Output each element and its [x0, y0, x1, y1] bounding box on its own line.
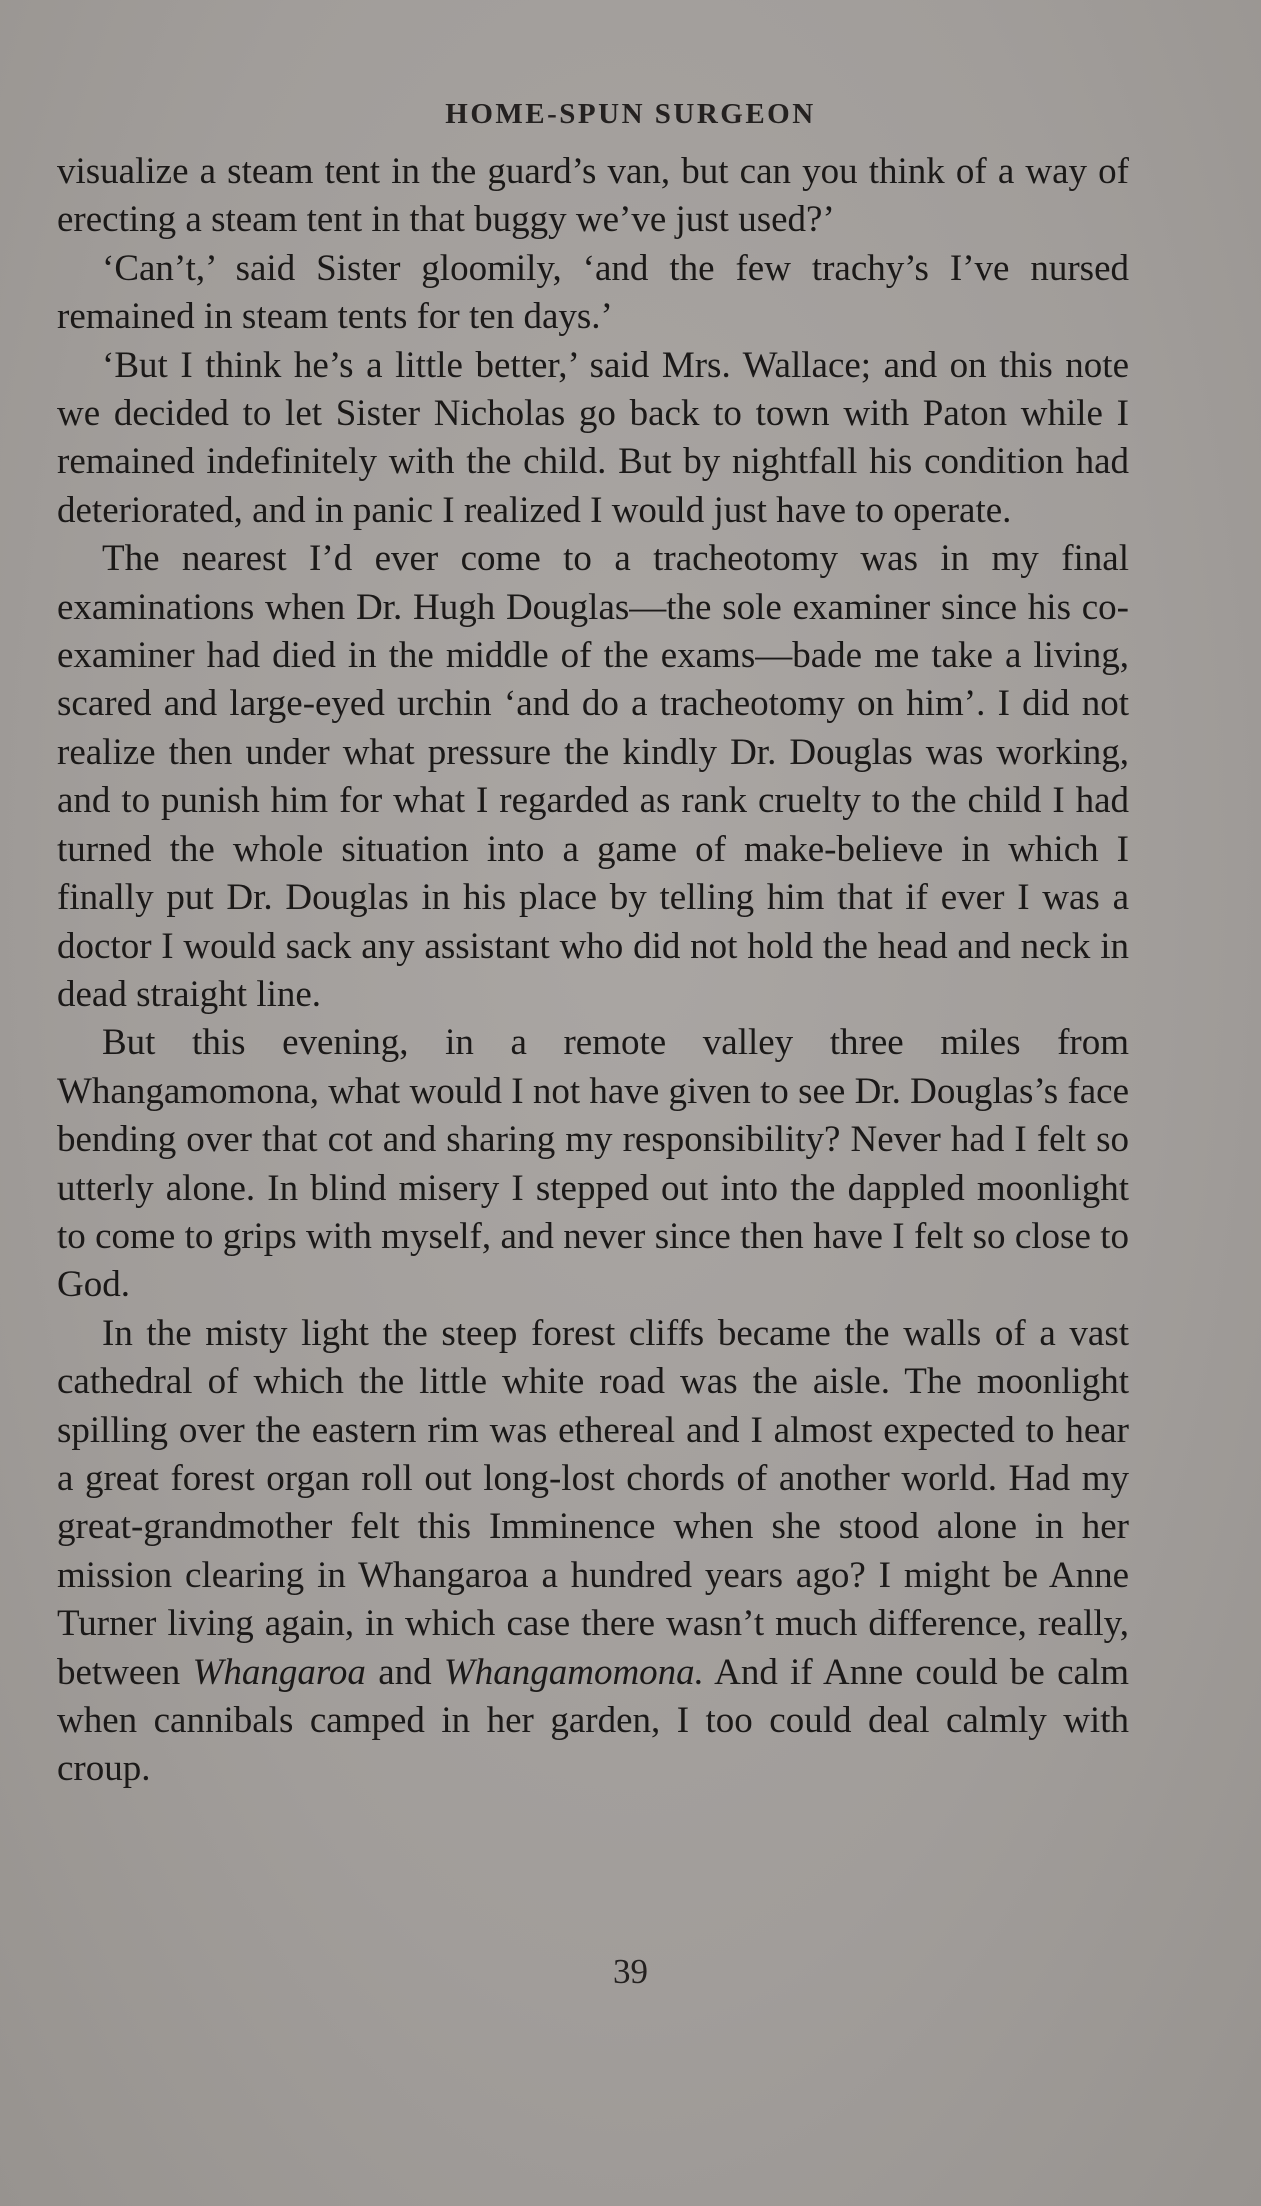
paragraph-5: But this evening, in a remote valley three miles from Whangamomona, what would I not have given to see Dr. Douglas’s face bending over that cot and sharing my responsibility? Never had I felt so utterly alone. In blind misery I stepped out into the dappled moonlight to come to grips with myself, and never since then have I felt so close to God. — [57, 1022, 1129, 1306]
paragraph-1: visualize a steam tent in the guard’s van, but can you think of a way of erecting a steam tent in that buggy we’ve just used?’ — [57, 151, 1129, 241]
paragraph-3: ‘But I think he’s a little better,’ said Mrs. Wallace; and on this note we decided to let Sister Nicholas go back to town with Paton while I remained indefinitely with the child. But by nightfall his condition had deteriorated, and in panic I realized I would just have to operate. — [57, 344, 1129, 531]
italic-place-whangamomona: Whangamomona. — [443, 1651, 704, 1693]
paragraph-4: The nearest I’d ever come to a tracheotomy was in my final examinations when Dr. Hugh Douglas—the sole examiner since his co-examiner had died in the middle of the exams—bade me take a living, scared and large-eyed urchin ‘and do a tracheotomy on him’. I did not realize then under what pressure the kindly Dr. Douglas was working, and to punish him for what I regarded as rank cruelty to the child I had turned the whole situation into a game of make-believe in which I finally put Dr. Douglas in his place by telling him that if ever I was a doctor I would sack any assistant who did not hold the head and neck in dead straight line. — [57, 538, 1129, 1015]
body-text — [57, 148, 1129, 1794]
paragraph-6-text: In the misty light the steep forest cliffs became the walls of a vast cathedral of which the little white road was the aisle. The moonlight spilling over the eastern rim was ethereal and I almost expected to hear a great forest organ roll out long-lost chords of another world. Had my great-grandmother felt this Imminence when she stood alone in her mission clearing in Whangaroa a hundred years ago? I might be Anne Turner living again, in which case there wasn’t much difference, really, between — [57, 1312, 1129, 1693]
paragraph-6-end: And if Anne could be calm when cannibals camped in her garden, I too could deal calmly with croup. — [57, 1651, 1129, 1790]
paragraph-6 — [57, 1310, 1129, 1794]
paragraph-6-mid: and — [365, 1651, 444, 1693]
page-number: 39 — [613, 1952, 648, 1991]
paragraph-2: ‘Can’t,’ said Sister gloomily, ‘and the few trachy’s I’ve nursed remained in steam tents for ten days.’ — [57, 247, 1129, 338]
running-head: HOME-SPUN SURGEON — [445, 98, 816, 130]
italic-place-whangaroa: Whangaroa — [192, 1651, 366, 1693]
